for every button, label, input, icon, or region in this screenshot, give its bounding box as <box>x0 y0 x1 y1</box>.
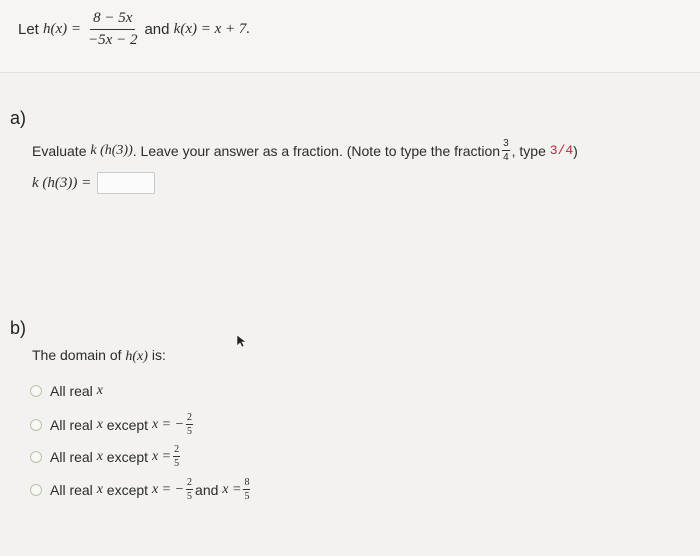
and-text: and <box>144 20 170 38</box>
mouse-cursor-icon <box>236 334 248 348</box>
option-var: x <box>96 416 103 432</box>
prompt-close-paren: ) <box>573 142 578 159</box>
question-post: is: <box>151 347 166 363</box>
option-text: All real <box>50 383 93 399</box>
prompt-expression: k (h(3)) <box>90 142 133 158</box>
h-numerator: 8 − 5x <box>90 10 135 30</box>
option-eq: x = <box>151 448 172 464</box>
frac-num: 8 <box>244 477 250 488</box>
prompt-type-text: , type <box>511 142 546 159</box>
option-var: x <box>96 481 103 497</box>
frac-num: 2 <box>187 412 193 423</box>
domain-option-2[interactable] <box>30 412 195 437</box>
answer-input[interactable] <box>97 172 155 194</box>
option-text: All real <box>50 416 93 433</box>
example-denominator: 4 <box>503 152 509 163</box>
radio-button[interactable] <box>30 385 42 397</box>
code-hint: 3/4 <box>549 143 574 158</box>
option-text: All real <box>50 448 93 465</box>
frac-num: 2 <box>187 477 193 488</box>
option-except: except <box>106 416 149 433</box>
example-numerator: 3 <box>503 138 509 149</box>
answer-row <box>32 172 155 194</box>
part-a-label: a) <box>10 108 27 128</box>
radio-button[interactable] <box>30 419 42 431</box>
domain-option-4[interactable] <box>30 477 252 502</box>
domain-option-3[interactable] <box>30 444 182 469</box>
option-fraction <box>186 412 193 437</box>
option-eq: x = − <box>151 416 185 432</box>
option-var: x <box>96 383 103 398</box>
part-b-label: b) <box>10 318 27 338</box>
k-definition: k(x) = x + 7. <box>173 20 251 37</box>
option-text: All real <box>50 481 93 498</box>
option-eq: x = − <box>151 481 185 497</box>
part-a-prompt <box>32 138 578 163</box>
frac-den: 5 <box>174 458 180 469</box>
frac-den: 5 <box>187 491 193 502</box>
radio-button[interactable] <box>30 484 42 496</box>
h-denominator: −5x − 2 <box>88 31 138 48</box>
radio-button[interactable] <box>30 451 42 463</box>
frac-num: 2 <box>174 444 180 455</box>
option-and: and <box>195 481 219 498</box>
h-fraction <box>85 10 140 48</box>
option-var: x <box>96 448 103 464</box>
part-b-question <box>32 347 166 365</box>
problem-header <box>0 0 700 73</box>
question-pre: The domain of <box>32 347 122 363</box>
option-eq2: x = <box>222 481 242 497</box>
prompt-evaluate: Evaluate <box>32 142 87 159</box>
option-except: except <box>106 448 149 465</box>
frac-den: 5 <box>244 491 250 502</box>
question-expression: h(x) <box>125 349 148 364</box>
prompt-instruction: . Leave your answer as a fraction. (Note to type the fraction <box>132 142 501 159</box>
let-text: Let <box>18 20 39 38</box>
answer-label: k (h(3)) = <box>32 174 92 191</box>
domain-option-1[interactable] <box>30 383 103 399</box>
example-fraction <box>502 138 510 163</box>
option-fraction <box>173 444 180 469</box>
h-lhs: h(x) = <box>43 20 82 37</box>
function-definitions <box>18 10 250 48</box>
option-fraction <box>186 477 193 502</box>
option-fraction-2 <box>243 477 250 502</box>
frac-den: 5 <box>187 426 193 437</box>
option-except: except <box>106 481 149 498</box>
